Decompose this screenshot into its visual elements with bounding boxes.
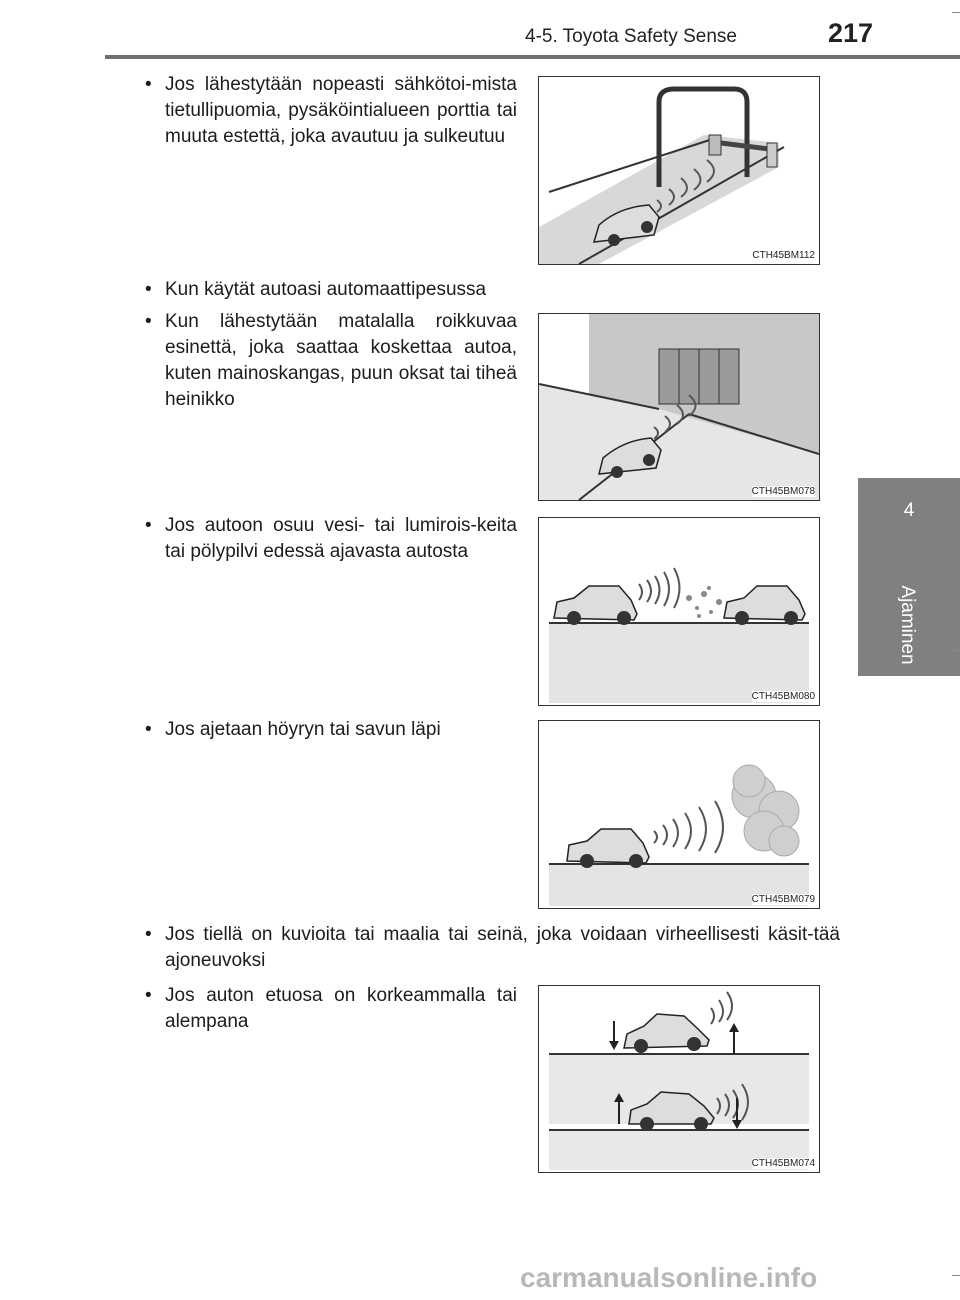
section-title: 4-5. Toyota Safety Sense bbox=[525, 26, 737, 47]
figure-front-height bbox=[538, 985, 820, 1173]
figure-car-wash bbox=[538, 313, 820, 501]
bullet-item: • Jos lähestytään nopeasti sähkötoi-mista tietullipuomia, pysäköintialueen porttia tai muuta estettä, joka avautuu ja sulkeutuu bbox=[145, 72, 517, 150]
car-icon bbox=[554, 586, 637, 625]
steam-illustration bbox=[539, 721, 819, 908]
car-icon bbox=[724, 586, 805, 625]
bullet-item: • Jos auton etuosa on korkeammalla tai alempana bbox=[145, 983, 517, 1035]
figure-code: CTH45BM078 bbox=[751, 486, 815, 497]
figure-code: CTH45BM079 bbox=[751, 894, 815, 905]
bullet-item: • Kun lähestytään matalalla roikkuvaa esinettä, joka saattaa koskettaa autoa, kuten mainoskangas, puun oksat tai tiheä heinikko bbox=[145, 309, 517, 413]
figure-water-spray bbox=[538, 517, 820, 706]
figure-toll-gate bbox=[538, 76, 820, 265]
chapter-title-wrap bbox=[883, 582, 931, 668]
figure-code: CTH45BM080 bbox=[751, 691, 815, 702]
bullet-item: • Kun käytät autoasi automaattipesussa bbox=[145, 277, 525, 303]
car-icon bbox=[624, 1014, 709, 1053]
header-rule bbox=[105, 55, 960, 59]
page-number: 217 bbox=[828, 18, 874, 48]
chapter-title: Ajaminen bbox=[897, 585, 918, 665]
figure-code: CTH45BM074 bbox=[751, 1158, 815, 1169]
crop-mark bbox=[952, 1275, 960, 1276]
crop-mark bbox=[952, 12, 960, 13]
figure-steam bbox=[538, 720, 820, 909]
toll-gate-illustration bbox=[539, 77, 819, 264]
figure-code: CTH45BM112 bbox=[752, 250, 815, 261]
crop-mark bbox=[952, 650, 960, 651]
bullet-item: • Jos tiellä on kuvioita tai maalia tai seinä, joka voidaan virheellisesti käsit-tää ajoneuvoksi bbox=[145, 922, 840, 974]
chapter-number: 4 bbox=[903, 500, 915, 521]
bullet-item: • Jos autoon osuu vesi- tai lumirois-keita tai pölypilvi edessä ajavasta autosta bbox=[145, 513, 517, 565]
front-height-illustration bbox=[539, 986, 819, 1172]
car-icon bbox=[567, 829, 649, 868]
water-spray-illustration bbox=[539, 518, 819, 705]
watermark: carmanualsonline.info bbox=[520, 1262, 818, 1293]
car-wash-illustration bbox=[539, 314, 819, 500]
bullet-item: • Jos ajetaan höyryn tai savun läpi bbox=[145, 717, 517, 743]
